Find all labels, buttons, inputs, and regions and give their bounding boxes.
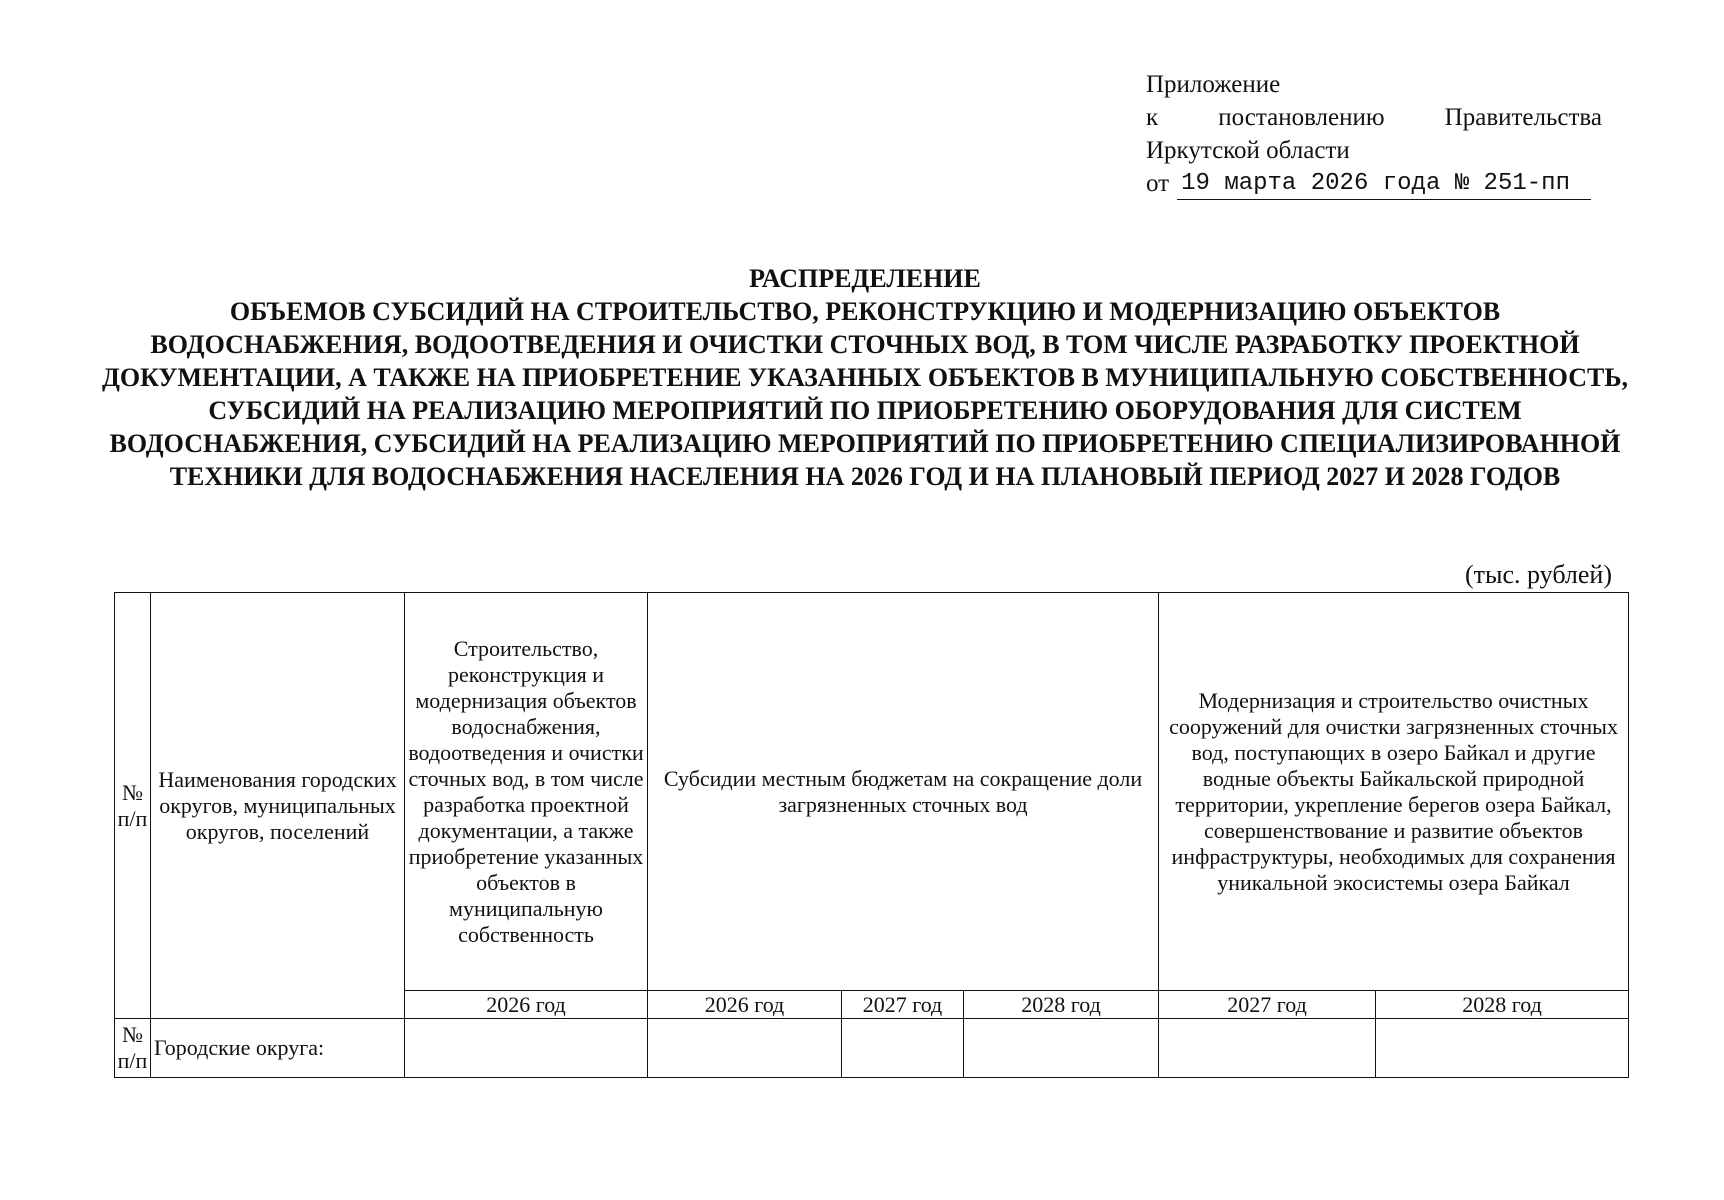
distribution-table xyxy=(114,592,1629,1078)
year-cell: 2026 год xyxy=(648,991,842,1019)
row-value xyxy=(1159,1019,1376,1078)
appendix-line2 xyxy=(1146,101,1602,134)
title-body: ОБЪЕМОВ СУБСИДИЙ НА СТРОИТЕЛЬСТВО, РЕКОНСТРУКЦИЮ И МОДЕРНИЗАЦИЮ ОБЪЕКТОВ ВОДОСНАБЖЕНИЯ, ВОДООТВЕДЕНИЯ И ОЧИСТКИ СТОЧНЫХ ВОД, В ТОМ ЧИСЛЕ РАЗРАБОТКУ ПРОЕКТНОЙ ДОКУМЕНТАЦИИ, А ТАКЖЕ НА ПРИОБРЕТЕНИЕ УКАЗАННЫХ ОБЪЕКТОВ В МУНИЦИПАЛЬНУЮ СОБСТВЕННОСТЬ, СУБСИДИЙ НА РЕАЛИЗАЦИЮ МЕРОПРИЯТИЙ ПО ПРИОБРЕТЕНИЮ ОБОРУДОВАНИЯ ДЛЯ СИСТЕМ ВОДОСНАБЖЕНИЯ, СУБСИДИЙ НА РЕАЛИЗАЦИЮ МЕРОПРИЯТИЙ ПО ПРИОБРЕТЕНИЮ СПЕЦИАЛИЗИРОВАННОЙ ТЕХНИКИ ДЛЯ ВОДОСНАБЖЕНИЯ НАСЕЛЕНИЯ НА 2026 ГОД И НА ПЛАНОВЫЙ ПЕРИОД 2027 И 2028 ГОДОВ xyxy=(101,297,1629,491)
row-num: № п/п xyxy=(115,1019,151,1078)
appendix-line2-b: постановлению xyxy=(1218,104,1385,131)
header-baikal: Модернизация и строительство очистных сооружений для очистки загрязненных сточных вод, поступающих в озеро Байкал и другие водные объекты Байкальской природной территории, укрепление берегов озера Байкал, совершенствование и развитие объектов инфраструктуры, необходимых для сохранения уникальной экосистемы озера Байкал xyxy=(1159,593,1629,991)
date-prefix: от xyxy=(1146,170,1170,197)
appendix-line2-a: к xyxy=(1146,104,1159,131)
year-cell: 2027 год xyxy=(842,991,964,1019)
appendix-block xyxy=(1146,68,1602,200)
header-subsidies: Субсидии местным бюджетам на сокращение доли загрязненных сточных вод xyxy=(648,593,1159,991)
row-value xyxy=(648,1019,842,1078)
date-field: 19 марта 2026 года № 251-пп xyxy=(1177,169,1591,200)
units-label: (тыс. рублей) xyxy=(1464,560,1612,589)
row-value xyxy=(1376,1019,1629,1078)
header-row xyxy=(115,593,1629,991)
document-title xyxy=(100,262,1630,493)
year-cell: 2028 год xyxy=(964,991,1159,1019)
appendix-dateline xyxy=(1146,167,1602,200)
header-name: Наименования городских округов, муниципальных округов, поселений xyxy=(151,593,405,1019)
header-num: № п/п xyxy=(115,593,151,1019)
year-cell: 2028 год xyxy=(1376,991,1629,1019)
appendix-line2-c: Правительства xyxy=(1444,104,1602,131)
row-value xyxy=(842,1019,964,1078)
table-row xyxy=(115,1019,1629,1078)
row-value xyxy=(964,1019,1159,1078)
appendix-line1: Приложение xyxy=(1146,71,1281,98)
appendix-line3: Иркутской области xyxy=(1146,137,1350,164)
header-construction: Строительство, реконструкция и модернизация объектов водоснабжения, водоотведения и очистки сточных вод, в том числе разработка проектной документации, а также приобретение указанных объектов в муниципальную собственность xyxy=(405,593,648,991)
year-cell: 2027 год xyxy=(1159,991,1376,1019)
row-name: Городские округа: xyxy=(151,1019,405,1078)
title-heading: РАСПРЕДЕЛЕНИЕ xyxy=(749,264,981,293)
year-cell: 2026 год xyxy=(405,991,648,1019)
row-value xyxy=(405,1019,648,1078)
